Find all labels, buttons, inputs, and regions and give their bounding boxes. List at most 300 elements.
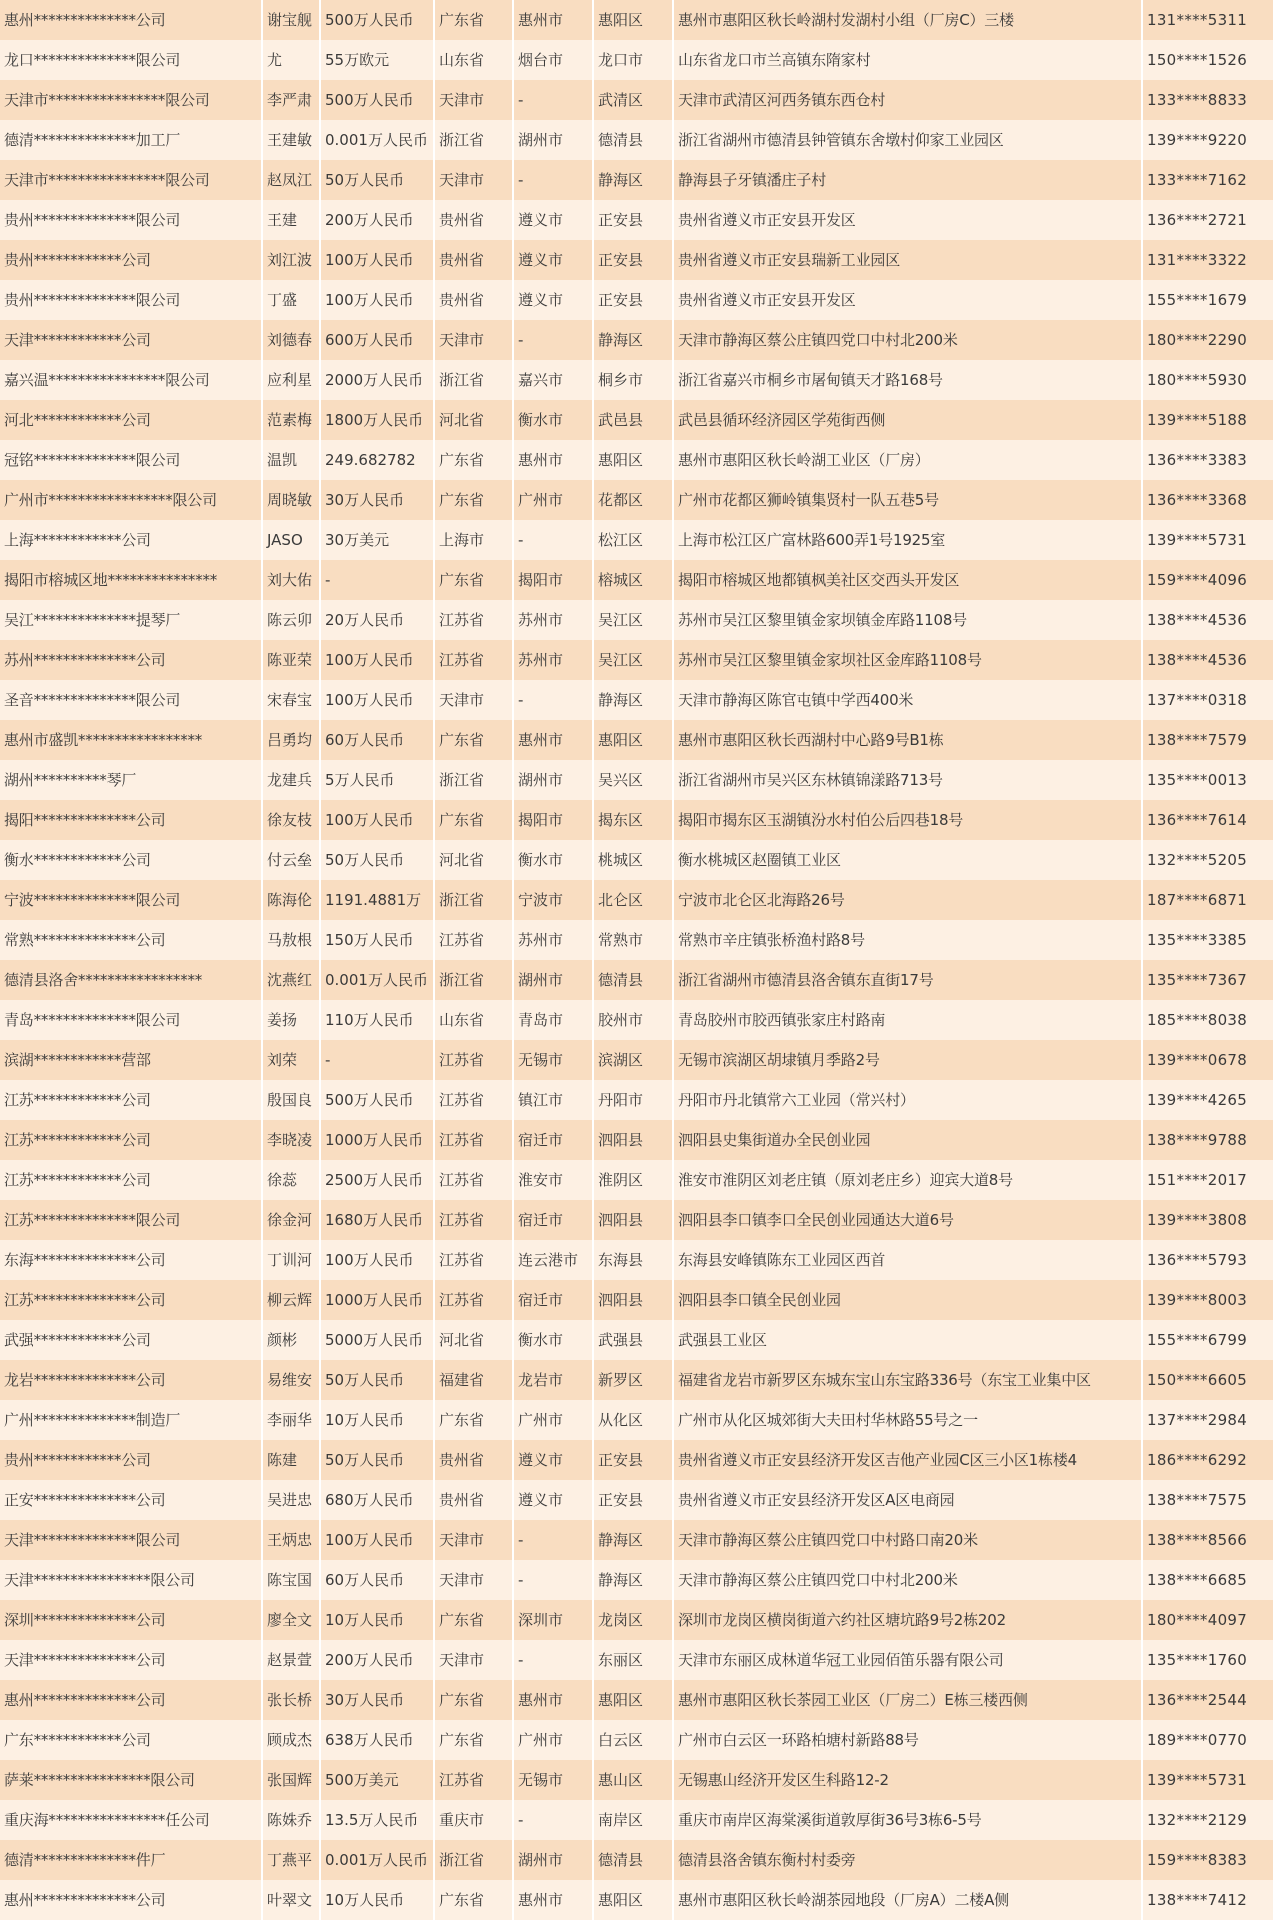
district-cell[interactable]: 东丽区 — [593, 1640, 673, 1680]
address-cell[interactable]: 武邑县循环经济园区学苑街西侧 — [673, 400, 1142, 440]
city-cell[interactable]: 青岛市 — [513, 1000, 593, 1040]
district-cell[interactable]: 桐乡市 — [593, 360, 673, 400]
table-row[interactable] — [0, 320, 1273, 360]
district-cell[interactable]: 花都区 — [593, 480, 673, 520]
table-row[interactable] — [0, 400, 1273, 440]
capital-cell[interactable]: 100万人民币 — [320, 640, 434, 680]
table-row[interactable] — [0, 1880, 1273, 1920]
district-cell[interactable]: 丹阳市 — [593, 1080, 673, 1120]
table-row[interactable] — [0, 560, 1273, 600]
person-cell[interactable]: 陈宝国 — [262, 1560, 320, 1600]
capital-cell[interactable]: 50万人民币 — [320, 1360, 434, 1400]
phone-cell[interactable]: 139****5188 — [1142, 400, 1273, 440]
district-cell[interactable]: 正安县 — [593, 280, 673, 320]
province-cell[interactable]: 天津市 — [434, 1560, 513, 1600]
address-cell[interactable]: 山东省龙口市兰高镇东隋家村 — [673, 40, 1142, 80]
phone-cell[interactable]: 139****3808 — [1142, 1200, 1273, 1240]
district-cell[interactable]: 白云区 — [593, 1720, 673, 1760]
phone-cell[interactable]: 135****7367 — [1142, 960, 1273, 1000]
phone-cell[interactable]: 138****4536 — [1142, 640, 1273, 680]
company-cell[interactable]: 湖州**********琴厂 — [0, 760, 262, 800]
city-cell[interactable]: - — [513, 320, 593, 360]
province-cell[interactable]: 广东省 — [434, 560, 513, 600]
province-cell[interactable]: 贵州省 — [434, 200, 513, 240]
capital-cell[interactable]: 150万人民币 — [320, 920, 434, 960]
address-cell[interactable]: 贵州省遵义市正安县瑞新工业园区 — [673, 240, 1142, 280]
person-cell[interactable]: 李晓凌 — [262, 1120, 320, 1160]
district-cell[interactable]: 惠山区 — [593, 1760, 673, 1800]
city-cell[interactable]: 连云港市 — [513, 1240, 593, 1280]
address-cell[interactable]: 上海市松江区广富林路600弄1号1925室 — [673, 520, 1142, 560]
address-cell[interactable]: 泗阳县李口镇全民创业园 — [673, 1280, 1142, 1320]
company-cell[interactable]: 惠州市盛凯***************** — [0, 720, 262, 760]
table-row[interactable] — [0, 0, 1273, 40]
city-cell[interactable]: 湖州市 — [513, 760, 593, 800]
district-cell[interactable]: 淮阴区 — [593, 1160, 673, 1200]
phone-cell[interactable]: 136****3368 — [1142, 480, 1273, 520]
capital-cell[interactable]: 30万人民币 — [320, 480, 434, 520]
address-cell[interactable]: 宁波市北仑区北海路26号 — [673, 880, 1142, 920]
phone-cell[interactable]: 138****9788 — [1142, 1120, 1273, 1160]
phone-cell[interactable]: 135****3385 — [1142, 920, 1273, 960]
province-cell[interactable]: 天津市 — [434, 680, 513, 720]
province-cell[interactable]: 浙江省 — [434, 960, 513, 1000]
district-cell[interactable]: 德清县 — [593, 1840, 673, 1880]
phone-cell[interactable]: 189****0770 — [1142, 1720, 1273, 1760]
phone-cell[interactable]: 136****5793 — [1142, 1240, 1273, 1280]
province-cell[interactable]: 江苏省 — [434, 1160, 513, 1200]
district-cell[interactable]: 正安县 — [593, 1440, 673, 1480]
company-cell[interactable]: 揭阳市榕城区地*************** — [0, 560, 262, 600]
city-cell[interactable]: 遵义市 — [513, 1480, 593, 1520]
capital-cell[interactable]: 2000万人民币 — [320, 360, 434, 400]
table-row[interactable] — [0, 1280, 1273, 1320]
person-cell[interactable]: 宋春宝 — [262, 680, 320, 720]
table-row[interactable] — [0, 1600, 1273, 1640]
company-cell[interactable]: 重庆海****************任公司 — [0, 1800, 262, 1840]
person-cell[interactable]: 赵凤江 — [262, 160, 320, 200]
company-cell[interactable]: 圣音**************限公司 — [0, 680, 262, 720]
company-cell[interactable]: 广州市*****************限公司 — [0, 480, 262, 520]
city-cell[interactable]: 宿迁市 — [513, 1120, 593, 1160]
district-cell[interactable]: 正安县 — [593, 1480, 673, 1520]
province-cell[interactable]: 上海市 — [434, 520, 513, 560]
capital-cell[interactable]: 13.5万人民币 — [320, 1800, 434, 1840]
table-row[interactable] — [0, 600, 1273, 640]
phone-cell[interactable]: 136****2544 — [1142, 1680, 1273, 1720]
phone-cell[interactable]: 151****2017 — [1142, 1160, 1273, 1200]
company-cell[interactable]: 龙口**************限公司 — [0, 40, 262, 80]
person-cell[interactable]: 顾成杰 — [262, 1720, 320, 1760]
district-cell[interactable]: 东海县 — [593, 1240, 673, 1280]
capital-cell[interactable]: 680万人民币 — [320, 1480, 434, 1520]
address-cell[interactable]: 重庆市南岸区海棠溪街道敦厚街36号3栋6-5号 — [673, 1800, 1142, 1840]
province-cell[interactable]: 山东省 — [434, 1000, 513, 1040]
company-cell[interactable]: 贵州**************限公司 — [0, 200, 262, 240]
person-cell[interactable]: 姜扬 — [262, 1000, 320, 1040]
city-cell[interactable]: 衡水市 — [513, 400, 593, 440]
table-row[interactable] — [0, 1440, 1273, 1480]
capital-cell[interactable]: - — [320, 560, 434, 600]
company-cell[interactable]: 惠州**************公司 — [0, 1680, 262, 1720]
table-row[interactable] — [0, 1240, 1273, 1280]
person-cell[interactable]: 刘德春 — [262, 320, 320, 360]
district-cell[interactable]: 泗阳县 — [593, 1120, 673, 1160]
capital-cell[interactable]: 0.001万人民币 — [320, 120, 434, 160]
table-row[interactable] — [0, 280, 1273, 320]
capital-cell[interactable]: 500万美元 — [320, 1760, 434, 1800]
province-cell[interactable]: 广东省 — [434, 1720, 513, 1760]
person-cell[interactable]: 应利星 — [262, 360, 320, 400]
city-cell[interactable]: 广州市 — [513, 1720, 593, 1760]
address-cell[interactable]: 浙江省嘉兴市桐乡市屠甸镇天才路168号 — [673, 360, 1142, 400]
district-cell[interactable]: 泗阳县 — [593, 1200, 673, 1240]
company-cell[interactable]: 冠铭**************限公司 — [0, 440, 262, 480]
city-cell[interactable]: - — [513, 520, 593, 560]
company-cell[interactable]: 滨湖************营部 — [0, 1040, 262, 1080]
district-cell[interactable]: 从化区 — [593, 1400, 673, 1440]
company-cell[interactable]: 德清**************件厂 — [0, 1840, 262, 1880]
district-cell[interactable]: 正安县 — [593, 240, 673, 280]
phone-cell[interactable]: 139****9220 — [1142, 120, 1273, 160]
city-cell[interactable]: 苏州市 — [513, 920, 593, 960]
province-cell[interactable]: 江苏省 — [434, 1120, 513, 1160]
address-cell[interactable]: 贵州省遵义市正安县经济开发区A区电商园 — [673, 1480, 1142, 1520]
company-cell[interactable]: 天津**************公司 — [0, 1640, 262, 1680]
district-cell[interactable]: 新罗区 — [593, 1360, 673, 1400]
province-cell[interactable]: 天津市 — [434, 1520, 513, 1560]
city-cell[interactable]: - — [513, 160, 593, 200]
district-cell[interactable]: 静海区 — [593, 1560, 673, 1600]
table-row[interactable] — [0, 1760, 1273, 1800]
address-cell[interactable]: 武强县工业区 — [673, 1320, 1142, 1360]
phone-cell[interactable]: 155****6799 — [1142, 1320, 1273, 1360]
phone-cell[interactable]: 138****7579 — [1142, 720, 1273, 760]
city-cell[interactable]: 惠州市 — [513, 440, 593, 480]
phone-cell[interactable]: 136****7614 — [1142, 800, 1273, 840]
address-cell[interactable]: 青岛胶州市胶西镇张家庄村路南 — [673, 1000, 1142, 1040]
table-row[interactable] — [0, 1000, 1273, 1040]
province-cell[interactable]: 江苏省 — [434, 1760, 513, 1800]
person-cell[interactable]: 吕勇均 — [262, 720, 320, 760]
phone-cell[interactable]: 155****1679 — [1142, 280, 1273, 320]
capital-cell[interactable]: 1680万人民币 — [320, 1200, 434, 1240]
province-cell[interactable]: 江苏省 — [434, 920, 513, 960]
city-cell[interactable]: - — [513, 1560, 593, 1600]
district-cell[interactable]: 吴江区 — [593, 640, 673, 680]
person-cell[interactable]: 柳云辉 — [262, 1280, 320, 1320]
capital-cell[interactable]: 5000万人民币 — [320, 1320, 434, 1360]
city-cell[interactable]: - — [513, 1640, 593, 1680]
province-cell[interactable]: 河北省 — [434, 400, 513, 440]
phone-cell[interactable]: 131****3322 — [1142, 240, 1273, 280]
district-cell[interactable]: 滨湖区 — [593, 1040, 673, 1080]
company-cell[interactable]: 正安**************公司 — [0, 1480, 262, 1520]
address-cell[interactable]: 贵州省遵义市正安县经济开发区吉他产业园C区三小区1栋楼4 — [673, 1440, 1142, 1480]
province-cell[interactable]: 山东省 — [434, 40, 513, 80]
table-row[interactable] — [0, 640, 1273, 680]
table-row[interactable] — [0, 1120, 1273, 1160]
city-cell[interactable]: 衡水市 — [513, 1320, 593, 1360]
person-cell[interactable]: 陈海伦 — [262, 880, 320, 920]
phone-cell[interactable]: 185****8038 — [1142, 1000, 1273, 1040]
city-cell[interactable]: 湖州市 — [513, 120, 593, 160]
table-row[interactable] — [0, 680, 1273, 720]
district-cell[interactable]: 静海区 — [593, 1520, 673, 1560]
city-cell[interactable]: 淮安市 — [513, 1160, 593, 1200]
phone-cell[interactable]: 135****1760 — [1142, 1640, 1273, 1680]
district-cell[interactable]: 常熟市 — [593, 920, 673, 960]
city-cell[interactable]: 无锡市 — [513, 1040, 593, 1080]
capital-cell[interactable]: - — [320, 1040, 434, 1080]
address-cell[interactable]: 深圳市龙岗区横岗街道六约社区塘坑路9号2栋202 — [673, 1600, 1142, 1640]
city-cell[interactable]: 无锡市 — [513, 1760, 593, 1800]
person-cell[interactable]: 陈亚荣 — [262, 640, 320, 680]
company-cell[interactable]: 江苏************公司 — [0, 1120, 262, 1160]
province-cell[interactable]: 河北省 — [434, 840, 513, 880]
person-cell[interactable]: 马敖根 — [262, 920, 320, 960]
capital-cell[interactable]: 100万人民币 — [320, 1240, 434, 1280]
table-row[interactable] — [0, 1040, 1273, 1080]
address-cell[interactable]: 浙江省湖州市德清县钟管镇东舍墩村仰家工业园区 — [673, 120, 1142, 160]
city-cell[interactable]: - — [513, 80, 593, 120]
district-cell[interactable]: 龙口市 — [593, 40, 673, 80]
capital-cell[interactable]: 30万美元 — [320, 520, 434, 560]
capital-cell[interactable]: 10万人民币 — [320, 1600, 434, 1640]
city-cell[interactable]: 遵义市 — [513, 200, 593, 240]
province-cell[interactable]: 广东省 — [434, 1880, 513, 1920]
phone-cell[interactable]: 180****4097 — [1142, 1600, 1273, 1640]
phone-cell[interactable]: 138****4536 — [1142, 600, 1273, 640]
person-cell[interactable]: JASO — [262, 520, 320, 560]
capital-cell[interactable]: 2500万人民币 — [320, 1160, 434, 1200]
company-cell[interactable]: 江苏************公司 — [0, 1160, 262, 1200]
address-cell[interactable]: 苏州市吴江区黎里镇金家坝社区金库路1108号 — [673, 640, 1142, 680]
company-cell[interactable]: 贵州************公司 — [0, 1440, 262, 1480]
district-cell[interactable]: 揭东区 — [593, 800, 673, 840]
phone-cell[interactable]: 180****2290 — [1142, 320, 1273, 360]
city-cell[interactable]: 衡水市 — [513, 840, 593, 880]
province-cell[interactable]: 江苏省 — [434, 1240, 513, 1280]
table-row[interactable] — [0, 520, 1273, 560]
person-cell[interactable]: 陈建 — [262, 1440, 320, 1480]
district-cell[interactable]: 惠阳区 — [593, 1680, 673, 1720]
capital-cell[interactable]: 100万人民币 — [320, 800, 434, 840]
city-cell[interactable]: 宿迁市 — [513, 1280, 593, 1320]
address-cell[interactable]: 惠州市惠阳区秋长西湖村中心路9号B1栋 — [673, 720, 1142, 760]
person-cell[interactable]: 温凯 — [262, 440, 320, 480]
city-cell[interactable]: 苏州市 — [513, 600, 593, 640]
district-cell[interactable]: 惠阳区 — [593, 440, 673, 480]
address-cell[interactable]: 揭阳市榕城区地都镇枫美社区交西头开发区 — [673, 560, 1142, 600]
company-cell[interactable]: 嘉兴温****************限公司 — [0, 360, 262, 400]
address-cell[interactable]: 惠州市惠阳区秋长岭湖村发湖村小组（厂房C）三楼 — [673, 0, 1142, 40]
person-cell[interactable]: 颜彬 — [262, 1320, 320, 1360]
table-row[interactable] — [0, 960, 1273, 1000]
city-cell[interactable]: 揭阳市 — [513, 560, 593, 600]
capital-cell[interactable]: 60万人民币 — [320, 720, 434, 760]
address-cell[interactable]: 天津市东丽区成林道华冠工业园佰笛乐器有限公司 — [673, 1640, 1142, 1680]
city-cell[interactable]: - — [513, 1520, 593, 1560]
capital-cell[interactable]: 0.001万人民币 — [320, 960, 434, 1000]
person-cell[interactable]: 丁盛 — [262, 280, 320, 320]
district-cell[interactable]: 惠阳区 — [593, 1880, 673, 1920]
company-cell[interactable]: 宁波**************限公司 — [0, 880, 262, 920]
person-cell[interactable]: 吴进忠 — [262, 1480, 320, 1520]
table-row[interactable] — [0, 480, 1273, 520]
capital-cell[interactable]: 200万人民币 — [320, 200, 434, 240]
table-row[interactable] — [0, 840, 1273, 880]
province-cell[interactable]: 天津市 — [434, 320, 513, 360]
company-cell[interactable]: 广东************公司 — [0, 1720, 262, 1760]
address-cell[interactable]: 福建省龙岩市新罗区东城东宝山东宝路336号（东宝工业集中区 — [673, 1360, 1142, 1400]
capital-cell[interactable]: 600万人民币 — [320, 320, 434, 360]
capital-cell[interactable]: 0.001万人民币 — [320, 1840, 434, 1880]
table-row[interactable] — [0, 200, 1273, 240]
district-cell[interactable]: 正安县 — [593, 200, 673, 240]
person-cell[interactable]: 廖全文 — [262, 1600, 320, 1640]
province-cell[interactable]: 河北省 — [434, 1320, 513, 1360]
province-cell[interactable]: 广东省 — [434, 1400, 513, 1440]
company-cell[interactable]: 河北************公司 — [0, 400, 262, 440]
district-cell[interactable]: 吴江区 — [593, 600, 673, 640]
address-cell[interactable]: 浙江省湖州市德清县洛舍镇东直街17号 — [673, 960, 1142, 1000]
table-row[interactable] — [0, 1160, 1273, 1200]
capital-cell[interactable]: 1800万人民币 — [320, 400, 434, 440]
person-cell[interactable]: 叶翠文 — [262, 1880, 320, 1920]
company-cell[interactable]: 苏州**************公司 — [0, 640, 262, 680]
capital-cell[interactable]: 1000万人民币 — [320, 1120, 434, 1160]
capital-cell[interactable]: 50万人民币 — [320, 840, 434, 880]
phone-cell[interactable]: 136****2721 — [1142, 200, 1273, 240]
province-cell[interactable]: 福建省 — [434, 1360, 513, 1400]
capital-cell[interactable]: 5万人民币 — [320, 760, 434, 800]
table-row[interactable] — [0, 880, 1273, 920]
address-cell[interactable]: 东海县安峰镇陈东工业园区西首 — [673, 1240, 1142, 1280]
company-cell[interactable]: 天津**************限公司 — [0, 1520, 262, 1560]
address-cell[interactable]: 德清县洛舍镇东衡村村委旁 — [673, 1840, 1142, 1880]
city-cell[interactable]: 湖州市 — [513, 960, 593, 1000]
address-cell[interactable]: 广州市花都区狮岭镇集贤村一队五巷5号 — [673, 480, 1142, 520]
district-cell[interactable]: 南岸区 — [593, 1800, 673, 1840]
capital-cell[interactable]: 100万人民币 — [320, 240, 434, 280]
phone-cell[interactable]: 135****0013 — [1142, 760, 1273, 800]
table-row[interactable] — [0, 40, 1273, 80]
capital-cell[interactable]: 638万人民币 — [320, 1720, 434, 1760]
phone-cell[interactable]: 150****6605 — [1142, 1360, 1273, 1400]
address-cell[interactable]: 广州市从化区城郊街大夫田村华林路55号之一 — [673, 1400, 1142, 1440]
person-cell[interactable]: 龙建兵 — [262, 760, 320, 800]
person-cell[interactable]: 谢宝舰 — [262, 0, 320, 40]
address-cell[interactable]: 淮安市淮阴区刘老庄镇（原刘老庄乡）迎宾大道8号 — [673, 1160, 1142, 1200]
phone-cell[interactable]: 136****3383 — [1142, 440, 1273, 480]
phone-cell[interactable]: 150****1526 — [1142, 40, 1273, 80]
table-row[interactable] — [0, 1200, 1273, 1240]
district-cell[interactable]: 武强县 — [593, 1320, 673, 1360]
address-cell[interactable]: 泗阳县李口镇李口全民创业园通达大道6号 — [673, 1200, 1142, 1240]
address-cell[interactable]: 天津市静海区陈官屯镇中学西400米 — [673, 680, 1142, 720]
table-row[interactable] — [0, 920, 1273, 960]
company-cell[interactable]: 天津市****************限公司 — [0, 160, 262, 200]
address-cell[interactable]: 贵州省遵义市正安县开发区 — [673, 200, 1142, 240]
phone-cell[interactable]: 138****8566 — [1142, 1520, 1273, 1560]
address-cell[interactable]: 揭阳市揭东区玉湖镇汾水村伯公后四巷18号 — [673, 800, 1142, 840]
phone-cell[interactable]: 139****0678 — [1142, 1040, 1273, 1080]
phone-cell[interactable]: 186****6292 — [1142, 1440, 1273, 1480]
province-cell[interactable]: 浙江省 — [434, 120, 513, 160]
table-row[interactable] — [0, 1560, 1273, 1600]
capital-cell[interactable]: 1000万人民币 — [320, 1280, 434, 1320]
phone-cell[interactable]: 132****5205 — [1142, 840, 1273, 880]
person-cell[interactable]: 张国辉 — [262, 1760, 320, 1800]
person-cell[interactable]: 李丽华 — [262, 1400, 320, 1440]
address-cell[interactable]: 常熟市辛庄镇张桥渔村路8号 — [673, 920, 1142, 960]
company-cell[interactable]: 贵州************公司 — [0, 240, 262, 280]
company-cell[interactable]: 衡水************公司 — [0, 840, 262, 880]
person-cell[interactable]: 王建 — [262, 200, 320, 240]
province-cell[interactable]: 广东省 — [434, 440, 513, 480]
company-cell[interactable]: 上海************公司 — [0, 520, 262, 560]
address-cell[interactable]: 无锡惠山经济开发区生科路12-2 — [673, 1760, 1142, 1800]
address-cell[interactable]: 广州市白云区一环路柏塘村新路88号 — [673, 1720, 1142, 1760]
province-cell[interactable]: 贵州省 — [434, 1440, 513, 1480]
company-cell[interactable]: 常熟**************公司 — [0, 920, 262, 960]
city-cell[interactable]: 惠州市 — [513, 1680, 593, 1720]
district-cell[interactable]: 泗阳县 — [593, 1280, 673, 1320]
phone-cell[interactable]: 138****7575 — [1142, 1480, 1273, 1520]
district-cell[interactable]: 德清县 — [593, 120, 673, 160]
person-cell[interactable]: 张长桥 — [262, 1680, 320, 1720]
district-cell[interactable]: 胶州市 — [593, 1000, 673, 1040]
capital-cell[interactable]: 100万人民币 — [320, 280, 434, 320]
address-cell[interactable]: 惠州市惠阳区秋长茶园工业区（厂房二）E栋三楼西侧 — [673, 1680, 1142, 1720]
province-cell[interactable]: 江苏省 — [434, 640, 513, 680]
province-cell[interactable]: 江苏省 — [434, 600, 513, 640]
district-cell[interactable]: 德清县 — [593, 960, 673, 1000]
company-cell[interactable]: 德清**************加工厂 — [0, 120, 262, 160]
company-cell[interactable]: 江苏**************限公司 — [0, 1200, 262, 1240]
address-cell[interactable]: 无锡市滨湖区胡埭镇月季路2号 — [673, 1040, 1142, 1080]
company-cell[interactable]: 青岛**************限公司 — [0, 1000, 262, 1040]
table-row[interactable] — [0, 240, 1273, 280]
phone-cell[interactable]: 131****5311 — [1142, 0, 1273, 40]
person-cell[interactable]: 刘江波 — [262, 240, 320, 280]
phone-cell[interactable]: 139****5731 — [1142, 1760, 1273, 1800]
city-cell[interactable]: 嘉兴市 — [513, 360, 593, 400]
district-cell[interactable]: 桃城区 — [593, 840, 673, 880]
city-cell[interactable]: 广州市 — [513, 480, 593, 520]
address-cell[interactable]: 衡水桃城区赵圈镇工业区 — [673, 840, 1142, 880]
city-cell[interactable]: 遵义市 — [513, 1440, 593, 1480]
province-cell[interactable]: 浙江省 — [434, 760, 513, 800]
address-cell[interactable]: 贵州省遵义市正安县开发区 — [673, 280, 1142, 320]
district-cell[interactable]: 榕城区 — [593, 560, 673, 600]
phone-cell[interactable]: 139****4265 — [1142, 1080, 1273, 1120]
district-cell[interactable]: 静海区 — [593, 320, 673, 360]
table-row[interactable] — [0, 1840, 1273, 1880]
table-row[interactable] — [0, 1320, 1273, 1360]
company-cell[interactable]: 德清县洛舍***************** — [0, 960, 262, 1000]
table-row[interactable] — [0, 360, 1273, 400]
city-cell[interactable]: 遵义市 — [513, 280, 593, 320]
company-cell[interactable]: 贵州**************限公司 — [0, 280, 262, 320]
table-row[interactable] — [0, 800, 1273, 840]
province-cell[interactable]: 江苏省 — [434, 1200, 513, 1240]
person-cell[interactable]: 易维安 — [262, 1360, 320, 1400]
person-cell[interactable]: 殷国良 — [262, 1080, 320, 1120]
capital-cell[interactable]: 60万人民币 — [320, 1560, 434, 1600]
province-cell[interactable]: 浙江省 — [434, 1840, 513, 1880]
